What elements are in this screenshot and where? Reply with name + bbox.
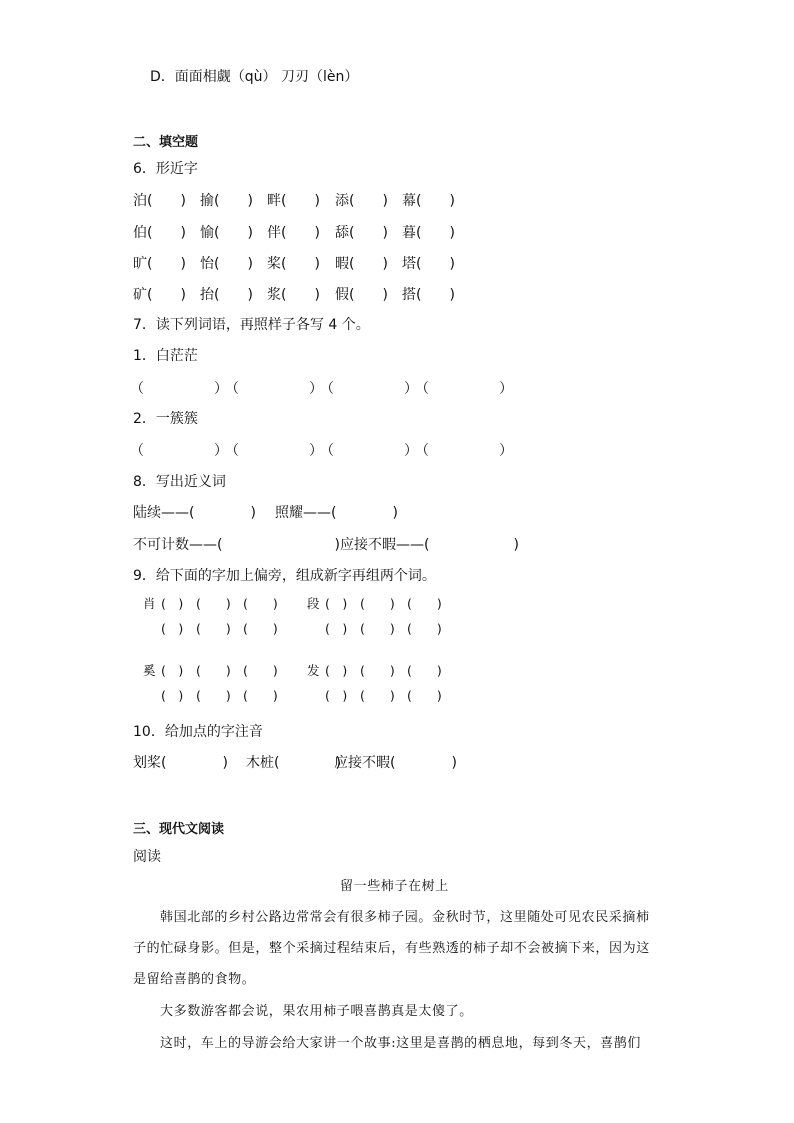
similar-character-item: 旷( )	[133, 256, 186, 272]
answer-blank[interactable]: ( )	[325, 621, 348, 636]
similar-character-item: 揄( )	[200, 193, 253, 209]
answer-blank[interactable]: ( )	[243, 596, 278, 611]
sub-question: 2．一簇簇	[133, 411, 198, 427]
question-title: 10．给加点的字注音	[133, 724, 263, 740]
answer-blank[interactable]: ( )	[325, 688, 348, 703]
sub-question: 1．白茫茫	[133, 348, 198, 364]
answer-blank[interactable]: ( )	[360, 596, 395, 611]
answer-blank[interactable]: （ ）	[415, 381, 513, 397]
similar-character-item: 添( )	[335, 193, 388, 209]
answer-blank[interactable]: （ ）	[415, 443, 513, 459]
answer-blank[interactable]: （ ）	[320, 381, 418, 397]
answer-blank[interactable]: ( )	[407, 663, 442, 678]
pinyin-item: 应接不暇( )	[334, 755, 457, 771]
similar-character-item: 幕( )	[402, 193, 455, 209]
pinyin-item: 划桨( )	[133, 755, 228, 771]
similar-character-item: 泊( )	[133, 193, 186, 209]
answer-blank[interactable]: （ ）	[130, 443, 228, 459]
section-title: 三、现代文阅读	[133, 822, 225, 837]
similar-character-item: 舔( )	[335, 225, 388, 241]
answer-blank[interactable]: ( )	[196, 688, 231, 703]
answer-blank[interactable]: ( )	[325, 596, 348, 611]
answer-blank[interactable]: （ ）	[320, 443, 418, 459]
similar-character-item: 伴( )	[267, 225, 320, 241]
answer-blank[interactable]: ( )	[161, 688, 184, 703]
passage-line: 大多数游客都会说，果农用柿子喂喜鹊真是太傻了。	[160, 1004, 473, 1019]
similar-character-item: 假( )	[335, 287, 388, 303]
similar-character-item: 搭( )	[402, 287, 455, 303]
question-title: 7．读下列词语，再照样子各写 4 个。	[133, 317, 370, 333]
similar-character-item: 暇( )	[335, 256, 388, 272]
synonym-item: 照耀——( )	[275, 505, 398, 521]
answer-blank[interactable]: ( )	[325, 663, 348, 678]
similar-character-item: 暮( )	[402, 225, 455, 241]
passage-line: 韩国北部的乡村公路边常常会有很多柿子园。金秋时节，这里随处可见农民采摘柿	[160, 910, 650, 925]
answer-blank[interactable]: （ ）	[130, 381, 228, 397]
similar-character-item: 愉( )	[200, 225, 253, 241]
synonym-item: 陆续——( )	[133, 505, 256, 521]
read-label: 阅读	[133, 849, 161, 865]
similar-character-item: 畔( )	[267, 193, 320, 209]
answer-blank[interactable]: ( )	[243, 621, 278, 636]
similar-character-item: 矿( )	[133, 287, 186, 303]
question-title: 6．形近字	[133, 161, 198, 177]
synonym-item: 不可计数——( )	[133, 537, 340, 553]
similar-character-item: 桨( )	[267, 256, 320, 272]
base-character: 段	[307, 596, 320, 611]
passage-line: 子的忙碌身影。但是，整个采摘过程结束后，有些熟透的柿子却不会被摘下来，因为这	[133, 941, 650, 956]
similar-character-item: 浆( )	[267, 287, 320, 303]
base-character: 肖	[143, 596, 156, 611]
answer-blank[interactable]: ( )	[407, 596, 442, 611]
passage-line: 这时，车上的导游会给大家讲一个故事:这里是喜鹊的栖息地，每到冬天，喜鹊们	[160, 1036, 641, 1051]
similar-character-item: 伯( )	[133, 225, 186, 241]
answer-blank[interactable]: （ ）	[225, 381, 323, 397]
answer-blank[interactable]: ( )	[243, 688, 278, 703]
similar-character-item: 抬( )	[200, 287, 253, 303]
answer-blank[interactable]: ( )	[360, 688, 395, 703]
base-character: 奚	[143, 663, 156, 678]
similar-character-item: 塔( )	[402, 256, 455, 272]
answer-blank[interactable]: （ ）	[225, 443, 323, 459]
section-title: 二、填空题	[133, 135, 199, 150]
option-d: D．面面相觑（qù） 刀刃（lèn）	[150, 69, 359, 85]
answer-blank[interactable]: ( )	[196, 596, 231, 611]
pinyin-item: 木桩( )	[246, 755, 341, 771]
passage-line: 是留给喜鹊的食物。	[133, 972, 256, 987]
answer-blank[interactable]: ( )	[360, 621, 395, 636]
answer-blank[interactable]: ( )	[161, 596, 184, 611]
similar-character-item: 怡( )	[200, 256, 253, 272]
answer-blank[interactable]: ( )	[196, 621, 231, 636]
answer-blank[interactable]: ( )	[161, 663, 184, 678]
answer-blank[interactable]: ( )	[161, 621, 184, 636]
answer-blank[interactable]: ( )	[407, 688, 442, 703]
answer-blank[interactable]: ( )	[243, 663, 278, 678]
passage-title: 留一些柿子在树上	[340, 879, 449, 894]
synonym-item: 应接不暇——( )	[340, 537, 519, 553]
question-title: 9．给下面的字加上偏旁，组成新字再组两个词。	[133, 568, 436, 584]
question-title: 8．写出近义词	[133, 474, 226, 490]
answer-blank[interactable]: ( )	[407, 621, 442, 636]
answer-blank[interactable]: ( )	[196, 663, 231, 678]
base-character: 发	[307, 663, 320, 678]
answer-blank[interactable]: ( )	[360, 663, 395, 678]
